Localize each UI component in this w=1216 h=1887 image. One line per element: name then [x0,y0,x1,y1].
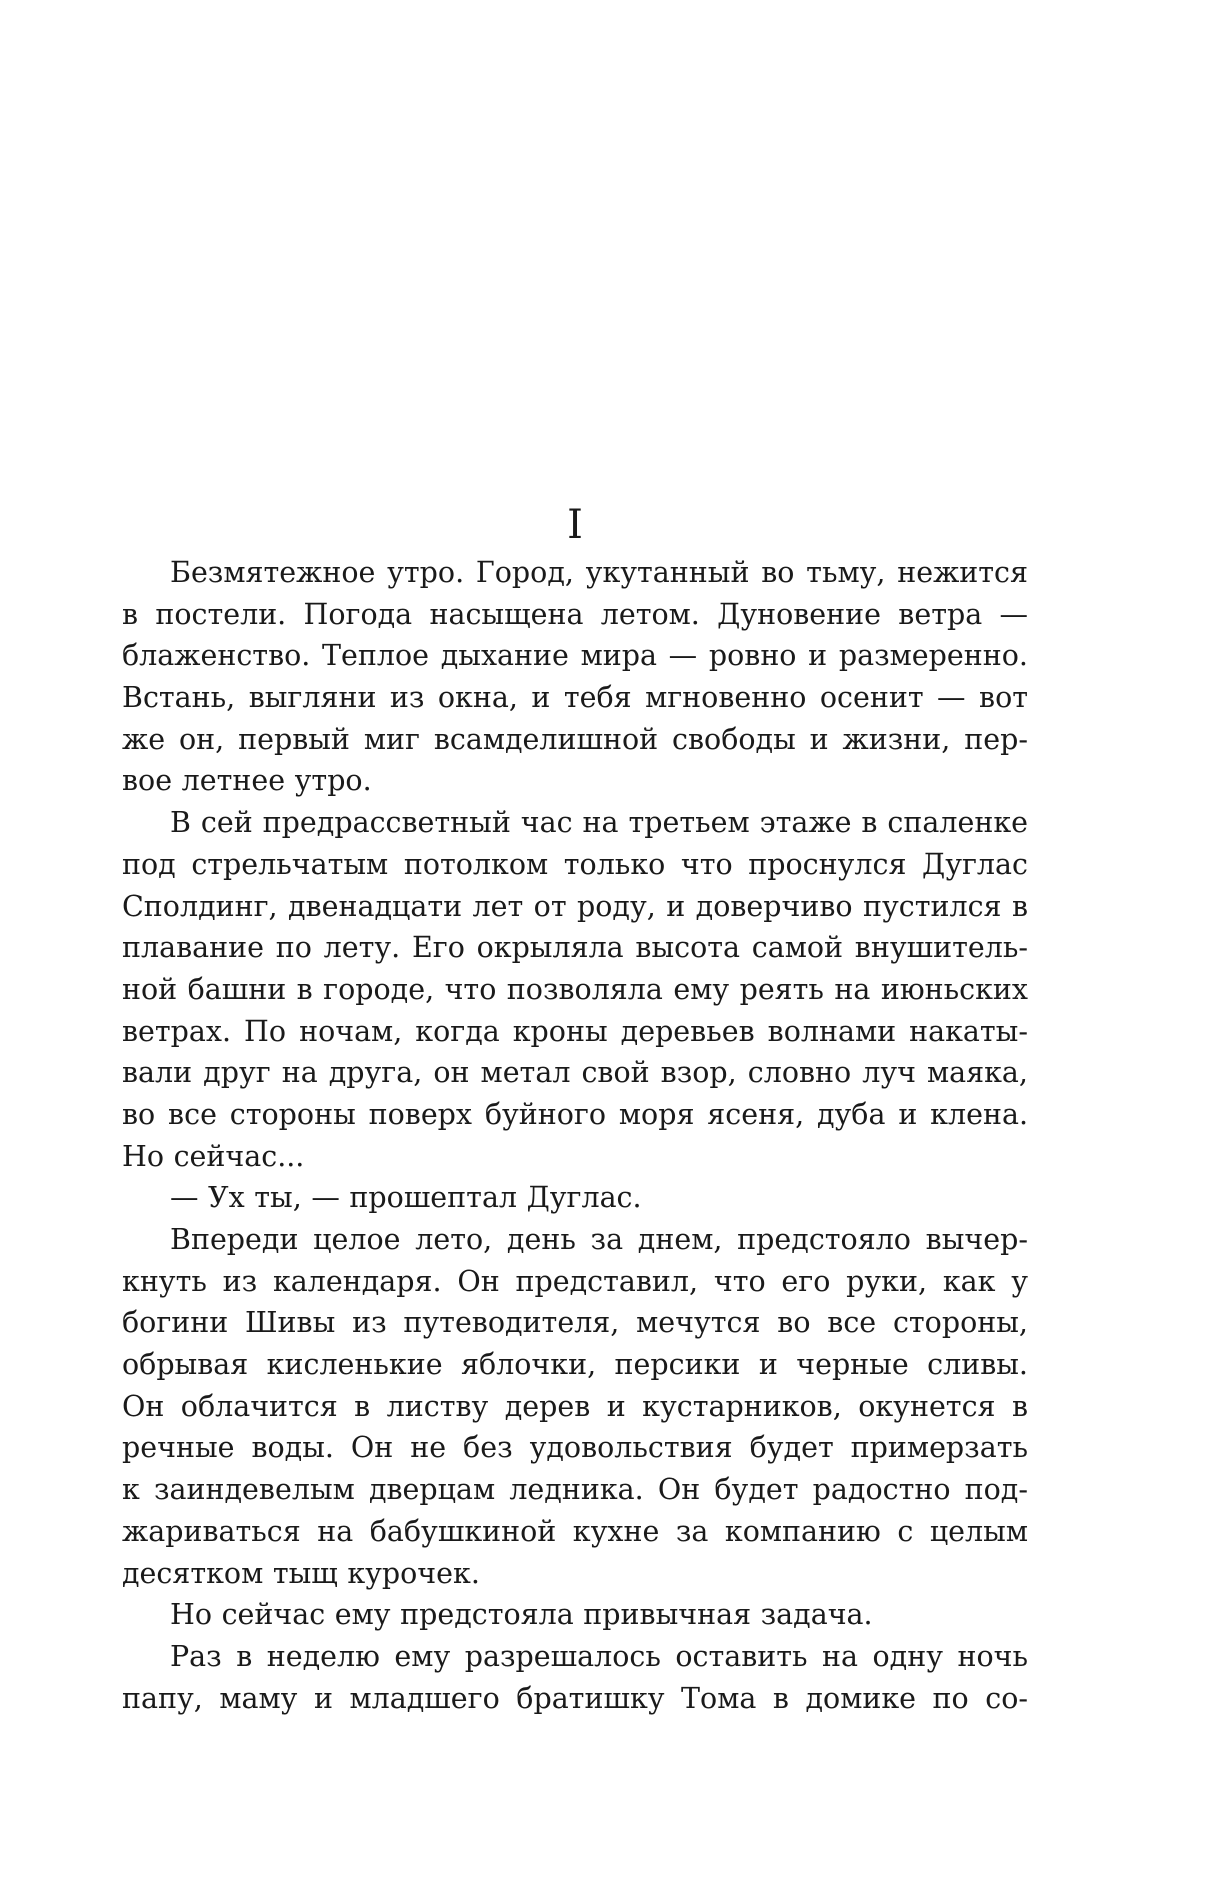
text-line: же он, первый миг всамделишной свободы и жизни, пер- [122,722,1028,756]
text-line: Встань, выгляни из окна, и тебя мгновенно осенит — вот [122,681,1028,715]
text-line: вали друг на друга, он метал свой взор, словно луч маяка, [122,1056,1028,1090]
text-line: вое летнее утро. [122,764,372,798]
text-line: папу, маму и младшего братишку Тома в домике по со- [122,1681,1028,1715]
text-line: во все стороны поверх буйного моря ясеня, дуба и клена. [122,1097,1028,1131]
text-line: Но сейчас... [122,1139,305,1173]
chapter-title: I [567,501,583,548]
text-line: в постели. Погода насыщена летом. Дуновение ветра — [122,597,1028,631]
body-text [122,552,1028,1719]
text-line: В сей предрассветный час на третьем этаже в спаленке [170,806,1028,840]
text-line: — Ух ты, — прошептал Дуглас. [170,1181,642,1215]
text-line: к заиндевелым дверцам ледника. Он будет радостно под- [122,1473,1028,1507]
text-line: ветрах. По ночам, когда кроны деревьев волнами накаты- [122,1014,1028,1048]
text-line: блаженство. Теплое дыхание мира — ровно и размеренно. [122,639,1028,673]
text-line: Впереди целое лето, день за днем, предстояло вычер- [170,1223,1028,1256]
text-line: плавание по лету. Его окрыляла высота самой внушитель- [122,931,1028,965]
text-line: обрывая кисленькие яблочки, персики и черные сливы. [122,1348,1028,1382]
text-line: ной башни в городе, что позволяла ему реять на июньских [122,972,1028,1006]
text-line: Но сейчас ему предстояла привычная задача. [170,1598,873,1632]
text-line: Безмятежное утро. Город, укутанный во тьму, нежится [170,556,1028,589]
text-line: Он облачится в листву дерев и кустарников, окунется в [122,1389,1028,1423]
text-line: под стрельчатым потолком только что проснулся Дуглас [122,847,1028,881]
text-line: кнуть из календаря. Он представил, что его руки, как у [122,1264,1028,1298]
text-line: Сполдинг, двенадцати лет от роду, и доверчиво пустился в [122,889,1028,923]
text-line: Раз в неделю ему разрешалось оставить на одну ночь [170,1639,1028,1673]
text-line: жариваться на бабушкиной кухне за компанию с целым [122,1514,1028,1548]
text-line: десятком тыщ курочек. [122,1556,480,1590]
text-line: богини Шивы из путеводителя, мечутся во все стороны, [122,1306,1028,1340]
text-line: речные воды. Он не без удовольствия будет примерзать [122,1431,1028,1465]
